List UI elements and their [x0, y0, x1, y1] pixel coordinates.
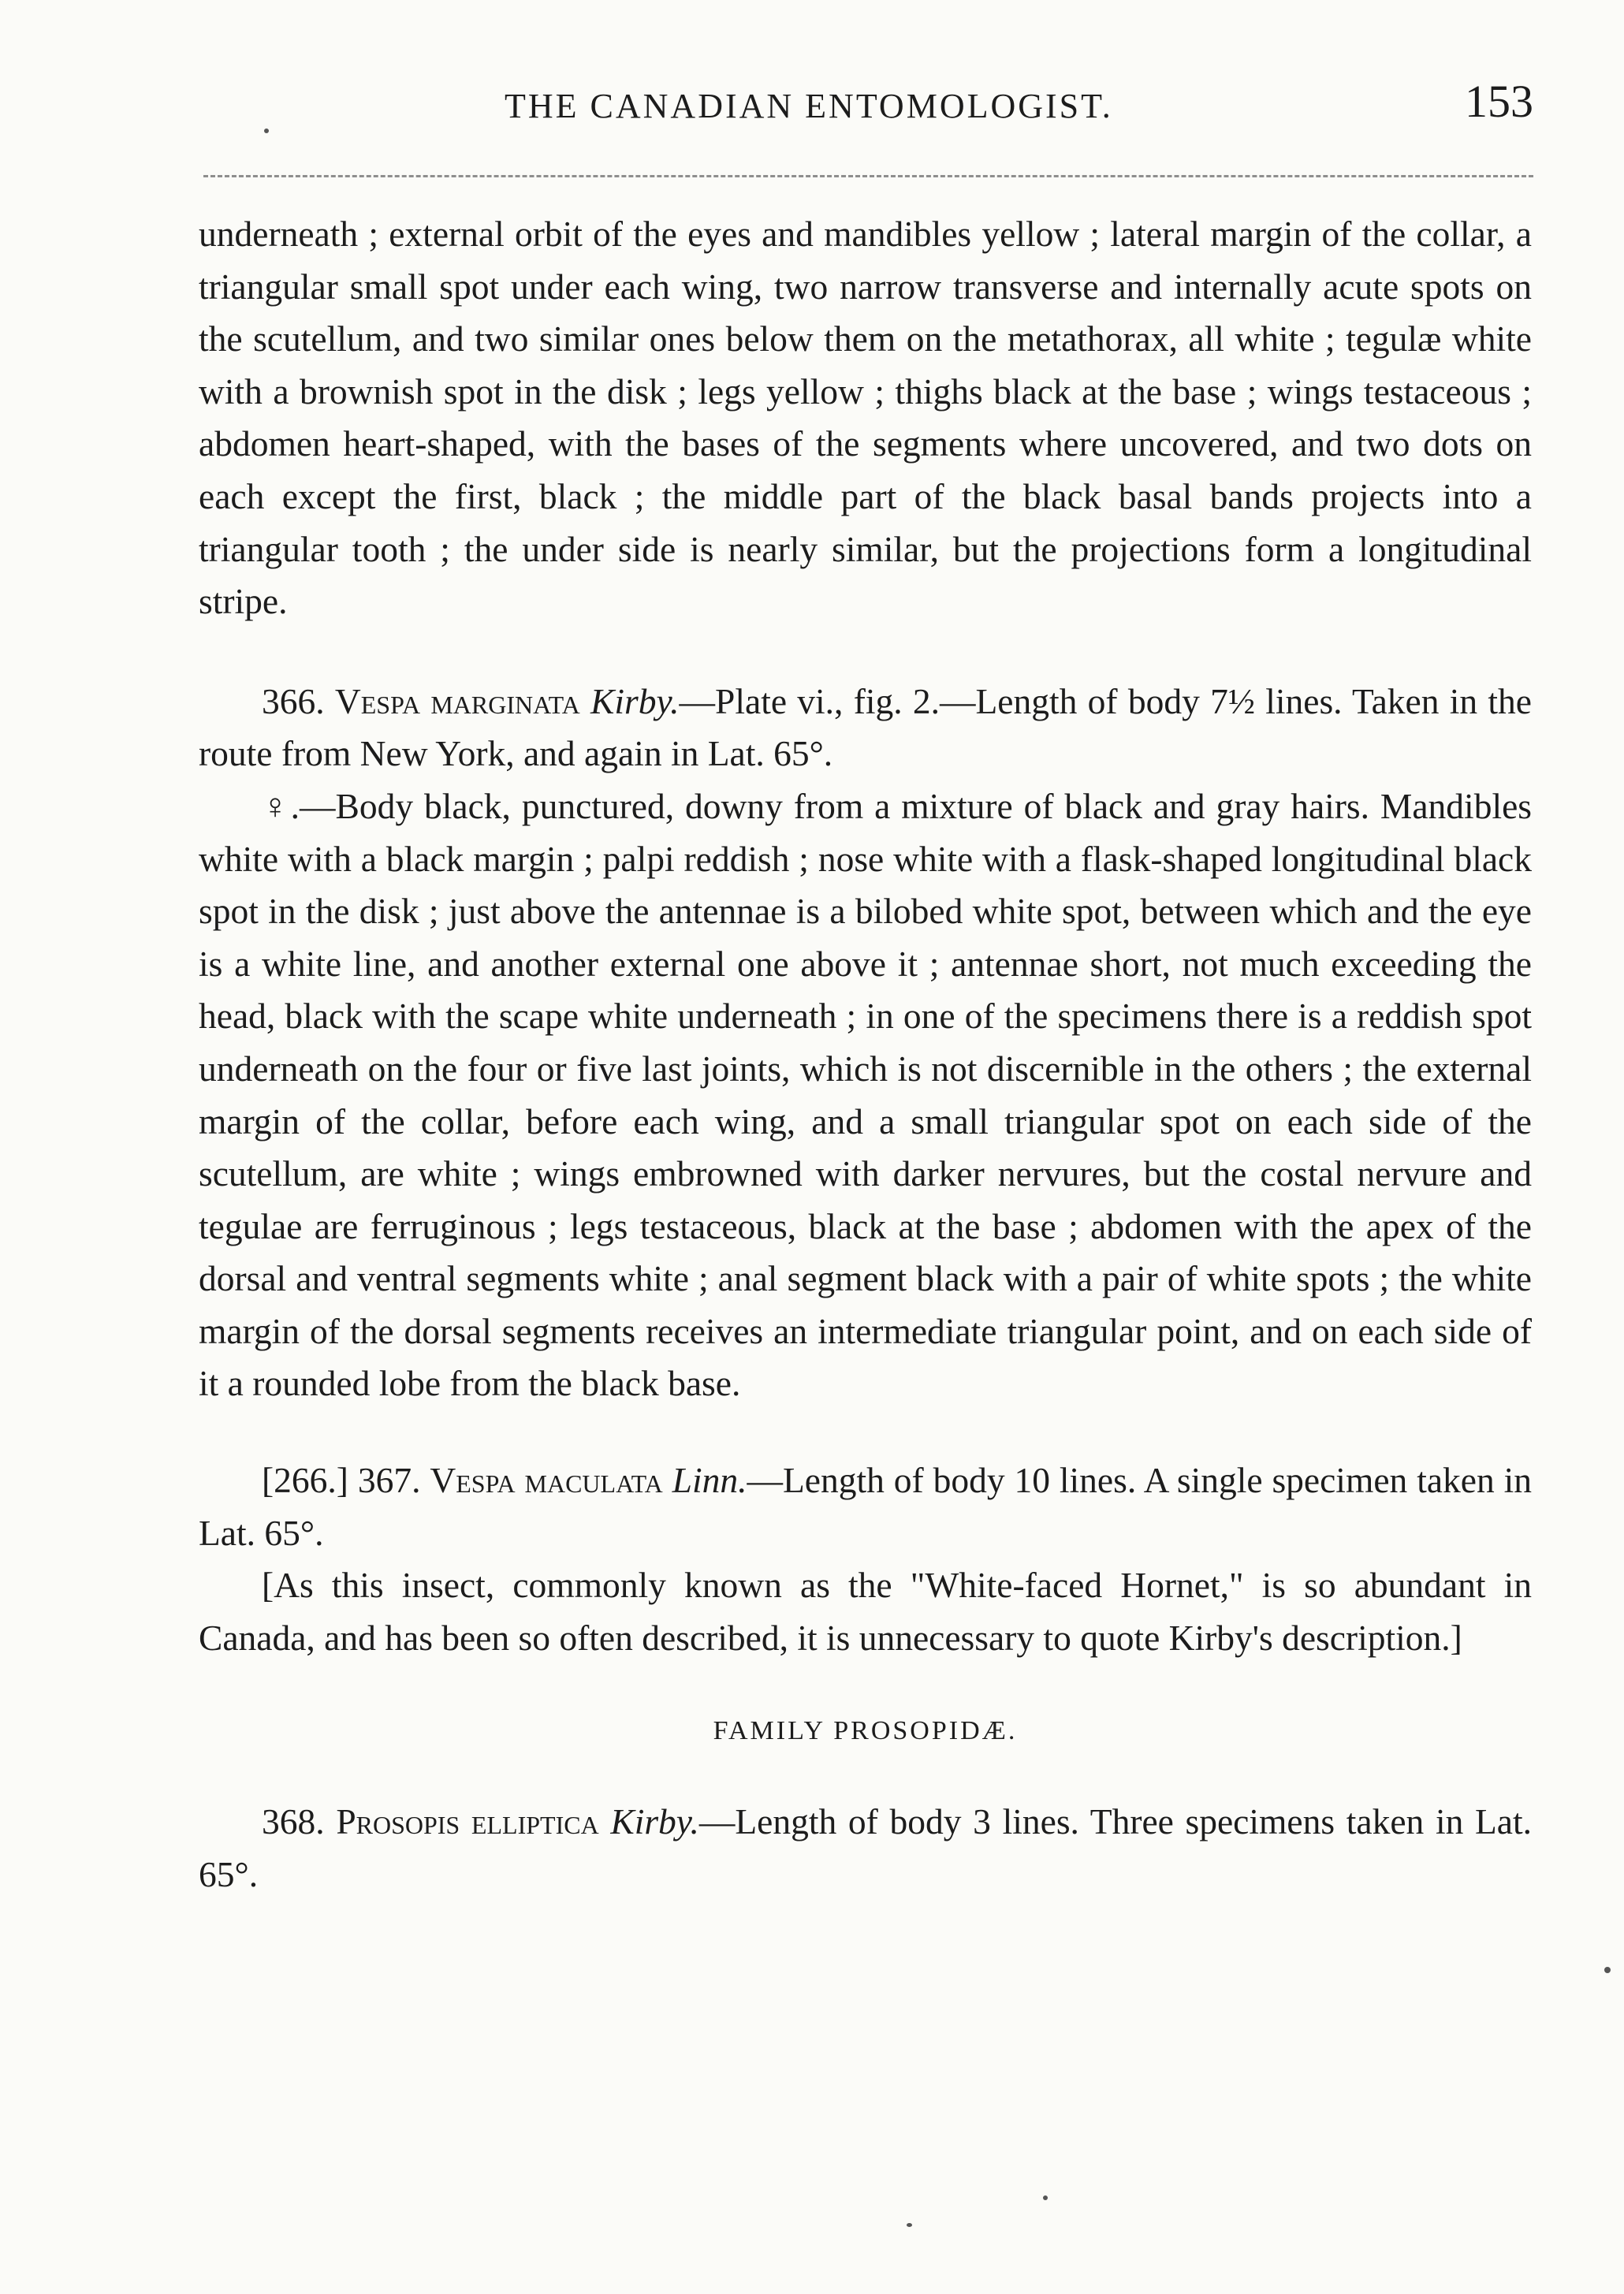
entry-367-heading [199, 1454, 1532, 1559]
entry-366-number: 366. [262, 680, 325, 721]
print-speck [1043, 2195, 1048, 2200]
entry-368-rest: —Length of body 3 lines. Three specimens taken in Lat. 65°. [199, 1801, 1533, 1894]
page-number: 153 [1465, 76, 1533, 127]
continuation-paragraph: underneath ; external orbit of the eyes and mandibles yellow ; lateral margin of the collar, a triangular small spot under each wing, two narrow transverse and internally acute spots on the scutellum, and two similar ones below them on the metathorax, all white ; tegulæ white with a brownish spot in the disk ; legs yellow ; thighs black at the base ; wings testaceous ; abdomen heart-shaped, with the bases of the segments where uncovered, and two dots on each except the first, black ; the middle part of the black basal bands projects into a triangular tooth ; the under side is nearly similar, but the projections form a longitudinal stripe. [199, 214, 1532, 622]
entry-366-heading [199, 676, 1532, 780]
header-rule [203, 175, 1533, 177]
entry-367-author: Linn. [672, 1460, 747, 1501]
print-speck [1604, 1967, 1611, 1973]
running-header [197, 75, 1533, 138]
body-text [199, 208, 1532, 1901]
entry-367-ref: [266.] [262, 1460, 348, 1501]
entry-368-genus: Prosopis [336, 1801, 460, 1842]
entry-367-genus: Vespa [430, 1460, 516, 1501]
family-heading: FAMILY PROSOPIDÆ. [713, 1716, 1018, 1746]
entry-368-number: 368. [262, 1801, 325, 1842]
entry-366-rest: —Plate vi., fig. 2.—Length of body 7½ lines. Taken in the route from New York, and again in Lat. 65°. [199, 680, 1532, 774]
entry-367-number: 367. [357, 1460, 421, 1501]
entry-368-species: elliptica [471, 1801, 599, 1842]
entry-366-author: Kirby. [590, 680, 680, 721]
print-speck [264, 128, 269, 133]
entry-368-heading [199, 1796, 1532, 1901]
entry-366-genus: Vespa [334, 680, 421, 721]
entry-368-author: Kirby. [610, 1801, 699, 1842]
entry-366-species: marginata [430, 680, 580, 721]
print-speck [907, 2223, 912, 2227]
journal-title: THE CANADIAN ENTOMOLOGIST. [505, 87, 1113, 125]
entry-366-description: ♀.—Body black, punctured, downy from a mixture of black and gray hairs. Mandibles white with a black margin ; palpi reddish ; nose white with a flask-shaped longitudinal black spot in the disk ; just above the antennae is a bilobed white spot, between which and the eye is a white line, and another external one above it ; antennae short, not much exceeding the head, black with the scape white underneath ; in one of the specimens there is a reddish spot underneath on the four or five last joints, which is not discernible in the others ; the external margin of the collar, before each wing, and a small triangular spot on each side of the scutellum, are white ; wings embrowned with darker nervures, but the costal nervure and tegulae are ferruginous ; legs testaceous, black at the base ; abdomen with the apex of the dorsal and ventral segments white ; anal segment black with a pair of white spots ; the white margin of the dorsal segments receives an intermediate triangular point, and on each side of it a rounded lobe from the black base. [199, 785, 1532, 1404]
entry-367-note: [As this insect, commonly known as the "White-faced Hornet," is so abundant in Canada, and has been so often described, it is unnecessary to quote Kirby's description.] [199, 1565, 1532, 1658]
entry-367-rest: —Length of body 10 lines. A single specimen taken in Lat. 65°. [199, 1460, 1533, 1553]
entry-367-species: maculata [524, 1460, 663, 1501]
